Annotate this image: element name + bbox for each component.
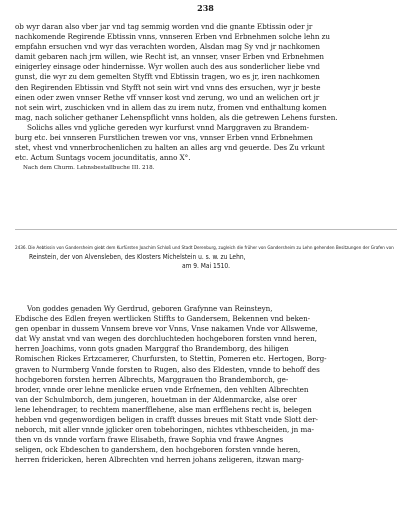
text-line: hebben vnd gegenwordigen beligen in crafft dusses breues mit Statt vnde Slott der- [15, 415, 318, 425]
continued-text-block [15, 22, 397, 172]
section-divider [15, 229, 397, 230]
text-line: seligen, ock Ebdeschen to gandershem, den hochgeboren forsten vnnde heren, [15, 445, 301, 455]
text-line: etc. Actum Suntags vocem jocunditatis, anno X°. [15, 153, 191, 163]
text-line: not sein wirt, zuschicken vnd in allem das zu irem nutz, fromen vnd enthaltung komen [15, 102, 327, 112]
text-line: empfahn ersuchen vnd wyr das verachten worden, Alsdan mag Sy vnd jr nachkomen [15, 42, 320, 52]
text-line: stet, vhest vnd vnnerbrochenlichen zu halten an alles arg vnd geuerde. Des Zu vrkunt [15, 143, 325, 153]
text-line: herren Joachims, vonn gots gnaden Marggraf tho Brandemborg, des hiligen [15, 344, 289, 354]
document-number: 2436. [15, 246, 27, 251]
text-line: ob wyr daran also vber jar vnd tag semmig worden vnd die gnante Ebtissin oder jr [15, 22, 313, 31]
rubric-line [15, 244, 397, 253]
text-line: hochgeboren forsten herren Albrechts, Marggrauen tho Brandemborch, ge- [15, 374, 289, 384]
text-line: graven to Nurmberg Vnnde forsten to Rugen, also des Eldesten, vnnde to behoff des [15, 364, 320, 374]
rubric-text: Die Aebtissin von Gandersheim giebt dem Kurfürsten Joachim Schloß und Stadt Derenburg, zugleich die früher von Gandersheim zu Lehn gehenden Besitzungen der Grafen von [28, 246, 394, 251]
source-note: Nach dem Churm. Lehnsbestallbuche III. 218. [23, 165, 155, 172]
document-rubric [15, 244, 397, 272]
text-line: den Regirenden Ebtissin vnd Styfft not sein wirt vnd vnns des ersuchen, wyr jr beste [15, 82, 321, 92]
text-line: burg etc. bei vnnseren Furstlichen trewen vor vns, vnnser Erben vnnd Erbnehmen [15, 133, 313, 143]
text-line: Ebdische des Edlen freyen wertlicken Stiffts to Gandersem, Bekennen vnd beken- [15, 314, 311, 324]
text-line: neborch, mit aller vnnde jglicker oren tobehoringen, nichtes vthbescheiden, jn ma- [15, 425, 314, 435]
rubric-date: am 9. Mai 1510. [181, 262, 231, 271]
text-line: then vn ds vnnde vorfarn frawe Elisabeth, frawe Sophia vnd frawe Angnes [15, 435, 284, 445]
rubric-line: Reinstein, der von Alvensleben, des Klosters Michelstein u. s. w. zu Lehn, [29, 253, 246, 262]
text-line: damit gebaren nach jrm willen, wie Recht ist, an vnnser, vnser Erben vnd Erbnehmen [15, 52, 325, 62]
document-body [15, 304, 397, 466]
page-number: 238 [197, 3, 214, 13]
text-line: mag, nach solicher gethaner Lehenspflicht vnns holden, als die getrewen Lehens fursten. [15, 112, 338, 122]
text-line: dat Wy anstat vnd van wegen des dorchluchteden hochgeboren forsten vnnd heren, [15, 334, 317, 344]
text-line: herren fridericken, heren Albrechten vnd herren johans zeligeren, itzwan marg- [15, 455, 304, 465]
text-line: van der Schulmborch, dem jungeren, houetman in der Aldenmarcke, alse orer [15, 394, 297, 404]
text-line: nachkomende Regirende Ebtissin vnns, vnnseren Erben vnd Erbnehmen solche lehn zu [15, 32, 330, 42]
text-line: broder, vnnde orer lehne menlicke eruen vnde Erfnemen, den vehlten Albrechten [15, 384, 309, 394]
text-line: lene lehendrager, to rechtem manerfflehene, alse man erfflehens recht is, belegen [15, 404, 312, 414]
text-line: einen oder zwen vnnser Rethe vff vnnser kost vnd zerung, wo und an welichen ort jr [15, 92, 320, 102]
text-line: Romischen Rickes Ertzcamerer, Churfursten, to Stettin, Pomeren etc. Hertogen, Borg- [15, 354, 327, 364]
text-line: gen openbar in dussem Vnnsem breve vor Vnns, Vnse nakamen Vnde vor Allsweme, [15, 324, 318, 334]
text-line: einigerley einsage oder hindernisse. Wyr wollen auch des aus sonderlicher liebe vnd [15, 62, 320, 72]
text-line: gunst, die wyr zu dem gemelten Styfft vnd Ebtissin tragen, wo es jr, iren nachkomen [15, 72, 320, 82]
text-line: Solichs alles vnd ygliche gereden wyr kurfurst vnnd Marggraven zu Brandem- [27, 122, 310, 132]
text-line: Von goddes genaden Wy Gerdrud, geboren Grafynne van Reinsteyn, [27, 304, 273, 313]
